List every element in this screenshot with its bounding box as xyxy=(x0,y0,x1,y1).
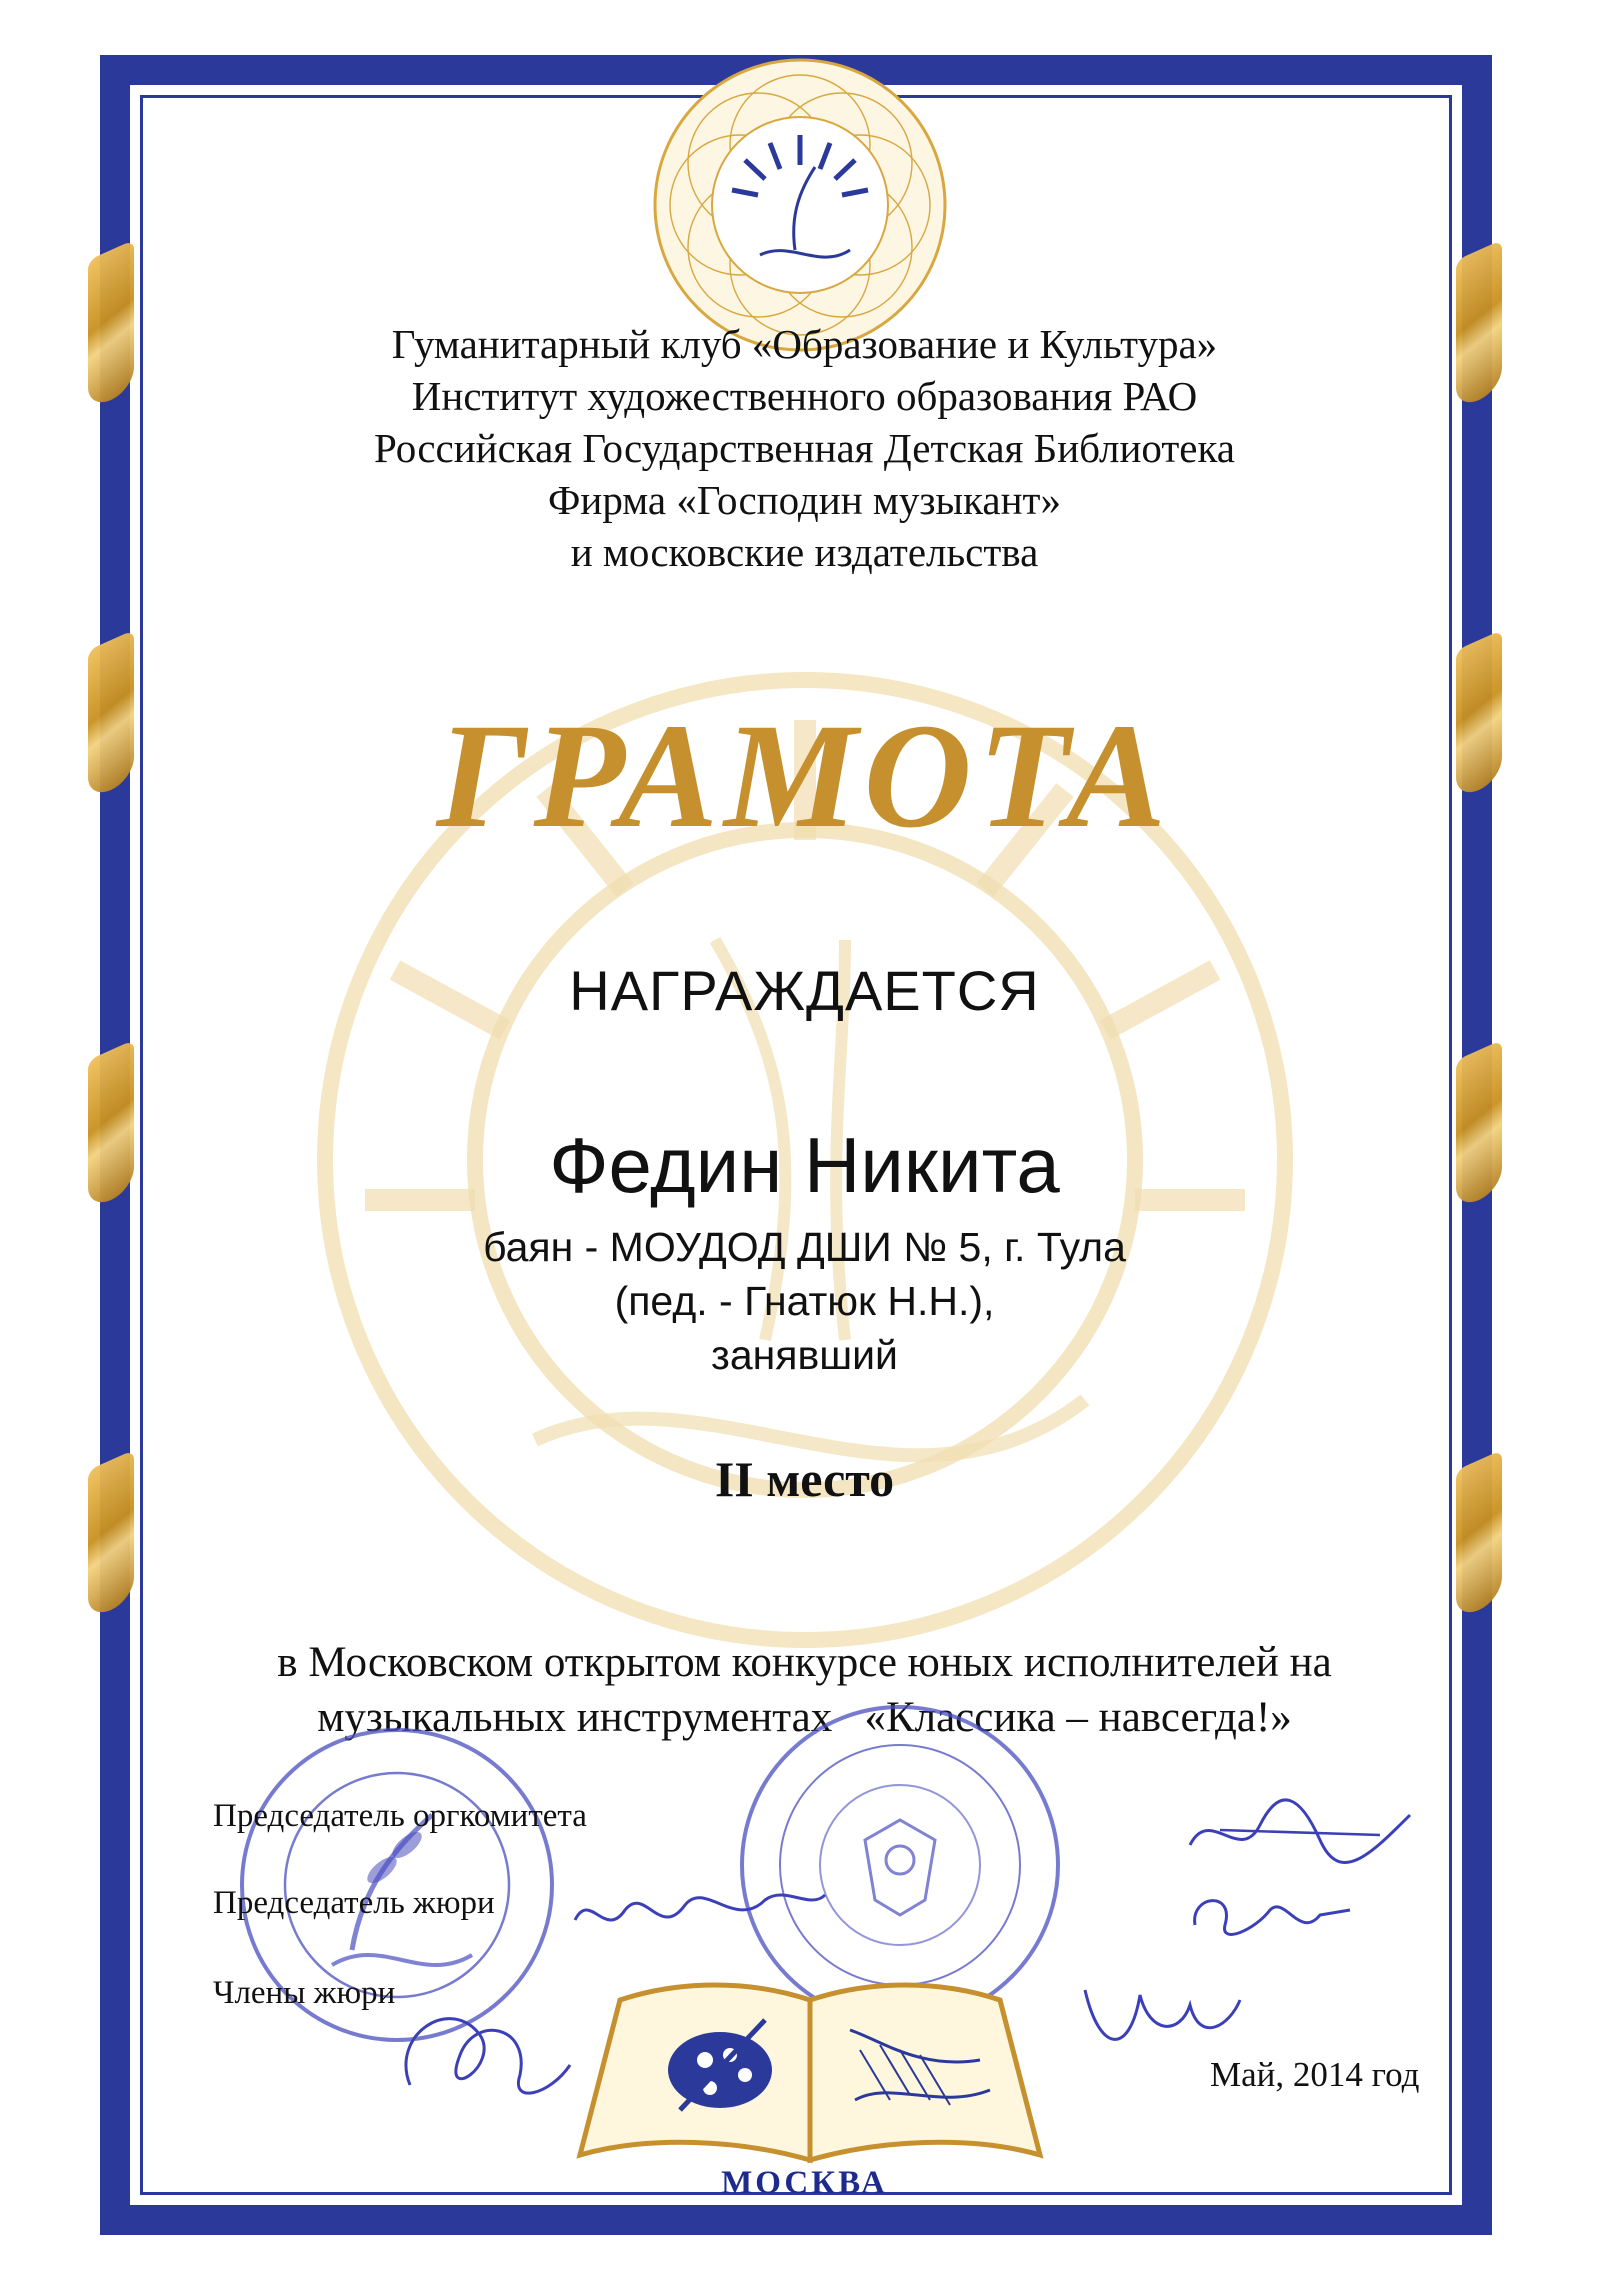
recipient-details xyxy=(0,1220,1609,1382)
city-label: МОСКВА xyxy=(721,2165,888,2201)
organization-line: Институт художественного образования РАО xyxy=(411,373,1198,419)
contest-line: в Московском открытом конкурсе юных исполнителей на xyxy=(277,1639,1332,1686)
contest-line: музыкальных инструментах «Классика – навсегда!» xyxy=(317,1694,1292,1741)
place-awarded: II место xyxy=(714,1451,895,1507)
signature-jury-chair-right xyxy=(1180,1870,1360,1960)
certificate-title: ГРАМОТА xyxy=(436,693,1173,859)
book-emblem xyxy=(560,1960,1060,2170)
details-line: занявший xyxy=(711,1332,898,1378)
recipient-name: Федин Никита xyxy=(549,1121,1060,1209)
details-line: (пед. - Гнатюк Н.Н.), xyxy=(614,1278,995,1324)
organization-line: Гуманитарный клуб «Образование и Культура» xyxy=(391,321,1218,367)
organizations-block xyxy=(0,318,1609,578)
certificate-date: Май, 2014 год xyxy=(1210,2055,1420,2094)
organization-line: Российская Государственная Детская Библиотека xyxy=(374,425,1235,471)
signature-label-jury-chair: Председатель жюри xyxy=(213,1885,495,1921)
signature-jury-chair-left xyxy=(565,1870,835,1960)
organization-line: и московские издательства xyxy=(570,529,1039,575)
organization-line: Фирма «Господин музыкант» xyxy=(548,477,1061,523)
awarded-label: НАГРАЖДАЕТСЯ xyxy=(569,959,1040,1022)
details-line: баян - МОУДОД ДШИ № 5, г. Тула xyxy=(483,1224,1126,1270)
signature-jury-member-left xyxy=(380,1975,580,2125)
top-logo-emblem xyxy=(650,55,950,355)
signature-label-org-committee-chair: Председатель оргкомитета xyxy=(213,1798,587,1834)
signature-label-jury-members: Члены жюри xyxy=(213,1975,396,2011)
